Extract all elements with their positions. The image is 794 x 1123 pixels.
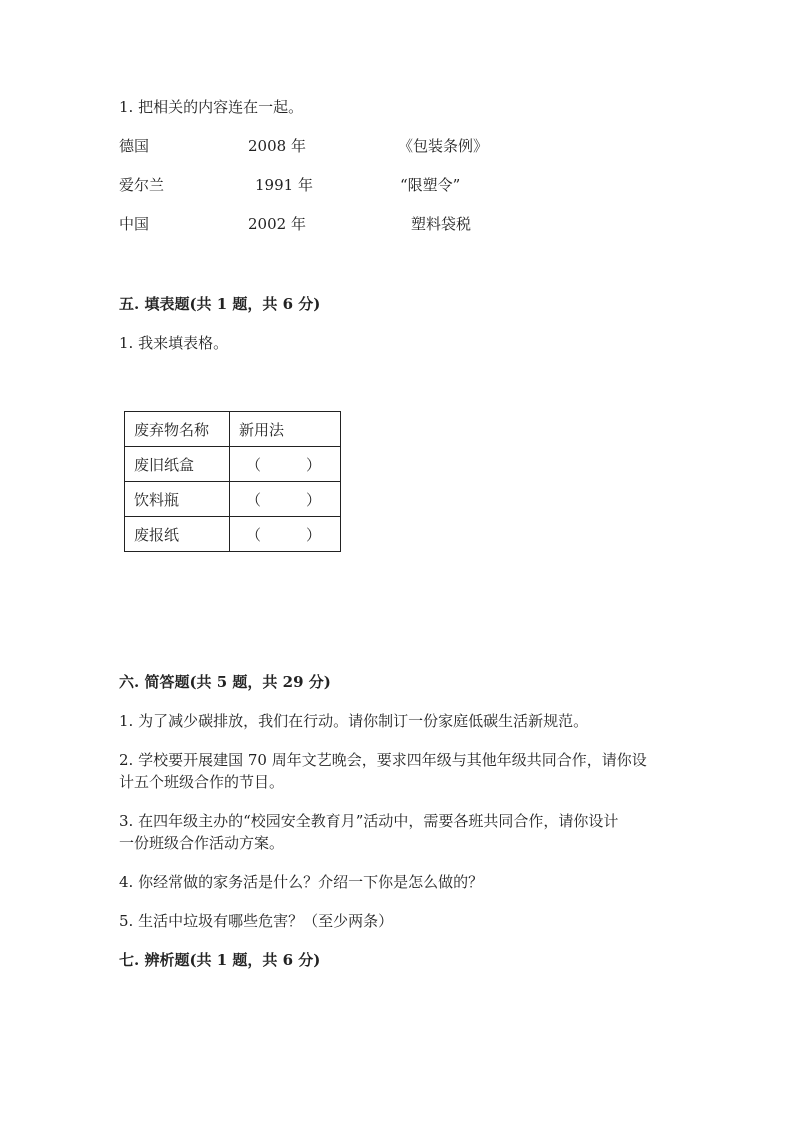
table-cell-item: 废旧纸盒 — [125, 447, 230, 482]
question-4-1: 1. 把相关的内容连在一起。 — [119, 98, 304, 116]
match-policy-packaging: 《包装条例》 — [398, 137, 489, 155]
match-policy-plastic-ban: “限塑令” — [400, 176, 461, 194]
table-header-cell: 新用法 — [230, 412, 341, 447]
question-6-5: 5. 生活中垃圾有哪些危害？（至少两条） — [119, 912, 394, 930]
question-6-1: 1. 为了减少碳排放，我们在行动。请你制订一份家庭低碳生活新规范。 — [119, 712, 589, 730]
table-row — [125, 517, 341, 552]
match-country-ireland: 爱尔兰 — [119, 176, 165, 194]
section-6-heading: 六. 简答题(共 5 题，共 29 分) — [119, 673, 331, 691]
question-6-3-line2: 一份班级合作活动方案。 — [119, 834, 285, 852]
table-header-row — [125, 412, 341, 447]
match-country-china: 中国 — [119, 215, 150, 233]
section-7-heading: 七. 辨析题(共 1 题，共 6 分) — [119, 951, 321, 969]
question-5-1: 1. 我来填表格。 — [119, 334, 229, 352]
table-cell-blank: （ ） — [230, 517, 341, 552]
table-row — [125, 482, 341, 517]
question-6-4: 4. 你经常做的家务活是什么？介绍一下你是怎么做的？ — [119, 873, 484, 891]
table-cell-blank: （ ） — [230, 482, 341, 517]
question-6-2-line2: 计五个班级合作的节目。 — [119, 773, 285, 791]
table-row — [125, 447, 341, 482]
question-6-2-line1: 2. 学校要开展建国 70 周年文艺晚会，要求四年级与其他年级共同合作，请你设 — [119, 751, 647, 769]
match-year-2008: 2008 年 — [248, 137, 306, 155]
section-5-heading: 五. 填表题(共 1 题，共 6 分) — [119, 295, 321, 313]
match-country-germany: 德国 — [119, 137, 150, 155]
table-cell-blank: （ ） — [230, 447, 341, 482]
table-cell-item: 饮料瓶 — [125, 482, 230, 517]
match-policy-bag-tax: 塑料袋税 — [411, 215, 472, 233]
question-6-3-line1: 3. 在四年级主办的“校园安全教育月”活动中，需要各班共同合作，请你设计 — [119, 812, 619, 830]
waste-reuse-table — [124, 411, 341, 552]
table-cell-item: 废报纸 — [125, 517, 230, 552]
table-header-cell: 废弃物名称 — [125, 412, 230, 447]
match-year-1991: 1991 年 — [255, 176, 313, 194]
match-year-2002: 2002 年 — [248, 215, 306, 233]
